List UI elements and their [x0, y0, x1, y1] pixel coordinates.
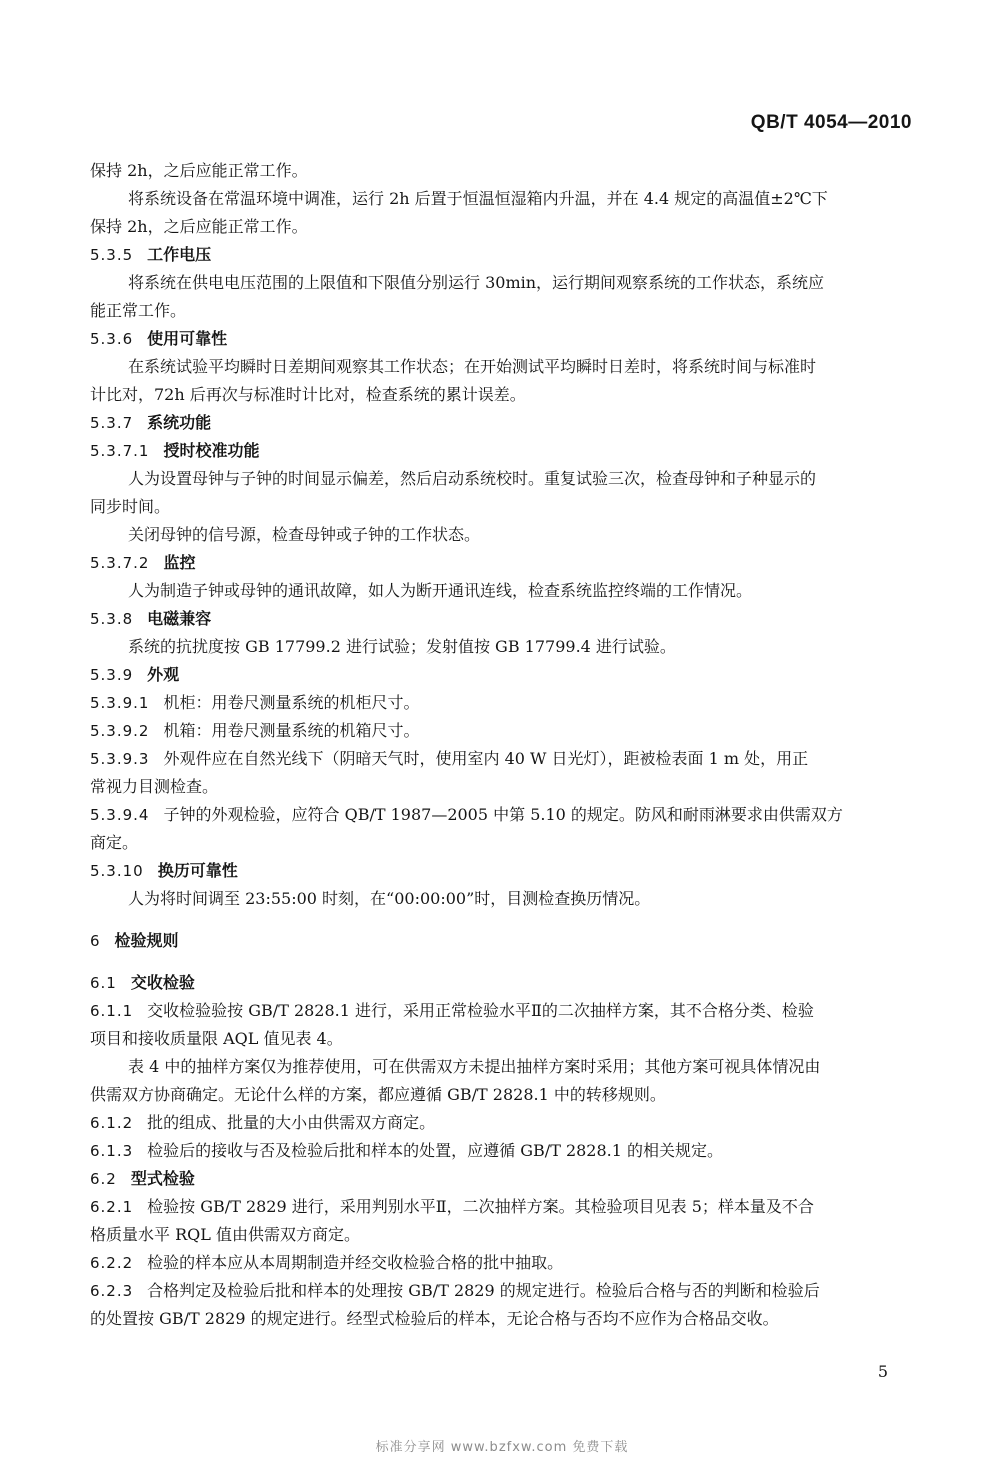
section-title: 监控: [163, 553, 196, 572]
clause-number: 6.2.2: [90, 1254, 134, 1272]
numbered-clause: [90, 1249, 916, 1277]
section-title: 授时校准功能: [163, 441, 260, 460]
clause-text: 交收检验验按 GB/T 2828.1 进行，采用正常检验水平Ⅱ的二次抽样方案，其不合格分类、检验: [147, 1001, 814, 1020]
paragraph-line: 将系统设备在常温环境中调准，运行 2h 后置于恒温恒湿箱内升温，并在 4.4 规定的高温值±2℃下: [128, 189, 828, 208]
section-heading: [90, 605, 916, 633]
clause-text: 检验按 GB/T 2829 进行，采用判别水平Ⅱ，二次抽样方案。其检验项目见表 5；样本量及不合: [147, 1197, 814, 1216]
paragraph-line: 保持 2h，之后应能正常工作。: [90, 217, 308, 236]
paragraph-line: 常视力目测检查。: [90, 777, 219, 796]
section-heading: [90, 969, 916, 997]
clause-number: 5.3.8: [90, 610, 134, 628]
section-heading: [90, 437, 916, 465]
clause-text: 外观件应在自然光线下（阴暗天气时，使用室内 40 W 日光灯），距被检表面 1 m 处，用正: [163, 749, 809, 768]
paragraph-line: 保持 2h，之后应能正常工作。: [90, 161, 308, 180]
section-title: 换历可靠性: [157, 861, 238, 880]
clause-number: 5.3.9: [90, 666, 134, 684]
paragraph-line: 人为将时间调至 23:55:00 时刻，在“00:00:00”时，目测检查换历情况。: [128, 889, 651, 908]
section-heading: [90, 409, 916, 437]
paragraph-line: 表 4 中的抽样方案仅为推荐使用，可在供需双方未提出抽样方案时采用；其他方案可视具体情况由: [128, 1057, 821, 1076]
numbered-clause: [90, 689, 916, 717]
clause-number: 5.3.9.4: [90, 806, 150, 824]
paragraph-line: 关闭母钟的信号源，检查母钟或子钟的工作状态。: [128, 525, 481, 544]
numbered-clause: [90, 745, 916, 773]
paragraph-line: 能正常工作。: [90, 301, 187, 320]
paragraph-line: 在系统试验平均瞬时日差期间观察其工作状态；在开始测试平均瞬时日差时，将系统时间与标准时: [128, 357, 817, 376]
clause-number: 6: [90, 932, 101, 950]
clause-number: 5.3.9.2: [90, 722, 150, 740]
clause-number: 5.3.9.1: [90, 694, 150, 712]
document-body: [90, 157, 916, 1333]
section-title: 型式检验: [130, 1169, 195, 1188]
clause-number: 5.3.7.2: [90, 554, 150, 572]
document-code-header: QB/T 4054—2010: [750, 112, 912, 133]
section-heading: [90, 549, 916, 577]
clause-text: 子钟的外观检验，应符合 QB/T 1987—2005 中第 5.10 的规定。防风和耐雨淋要求由供需双方: [163, 805, 843, 824]
clause-number: 6.1: [90, 974, 117, 992]
paragraph-line: 格质量水平 RQL 值由供需双方商定。: [90, 1225, 360, 1244]
numbered-clause: [90, 1193, 916, 1221]
clause-text: 检验的样本应从本周期制造并经交收检验合格的批中抽取。: [147, 1253, 564, 1272]
clause-number: 6.2: [90, 1170, 117, 1188]
section-heading: [90, 1165, 916, 1193]
section-heading: [90, 857, 916, 885]
clause-text: 机柜：用卷尺测量系统的机柜尺寸。: [163, 693, 420, 712]
paragraph-line: 同步时间。: [90, 497, 171, 516]
clause-text: 批的组成、批量的大小由供需双方商定。: [147, 1113, 436, 1132]
section-title: 系统功能: [147, 413, 212, 432]
clause-number: 5.3.6: [90, 330, 134, 348]
clause-number: 5.3.7.1: [90, 442, 150, 460]
clause-number: 6.2.3: [90, 1282, 134, 1300]
clause-number: 5.3.9.3: [90, 750, 150, 768]
numbered-clause: [90, 997, 916, 1025]
section-heading: [90, 927, 916, 955]
paragraph-line: 人为制造子钟或母钟的通讯故障，如人为断开通讯连线，检查系统监控终端的工作情况。: [128, 581, 753, 600]
section-title: 电磁兼容: [147, 609, 212, 628]
clause-text: 机箱：用卷尺测量系统的机箱尺寸。: [163, 721, 420, 740]
clause-number: 6.1.1: [90, 1002, 134, 1020]
section-heading: [90, 325, 916, 353]
page-number: 5: [877, 1362, 888, 1381]
section-title: 使用可靠性: [147, 329, 228, 348]
section-title: 交收检验: [130, 973, 195, 992]
clause-text: 合格判定及检验后批和样本的处理按 GB/T 2829 的规定进行。检验后合格与否的判断和检验后: [147, 1281, 820, 1300]
paragraph-line: 计比对，72h 后再次与标准时计比对，检查系统的累计误差。: [90, 385, 526, 404]
section-title: 检验规则: [114, 931, 179, 950]
clause-text: 检验后的接收与否及检验后批和样本的处置，应遵循 GB/T 2828.1 的相关规定。: [147, 1141, 724, 1160]
clause-number: 6.1.3: [90, 1142, 134, 1160]
section-heading: [90, 241, 916, 269]
paragraph-line: 的处置按 GB/T 2829 的规定进行。经型式检验后的样本，无论合格与否均不应作为合格品交收。: [90, 1309, 779, 1328]
paragraph-line: 供需双方协商确定。无论什么样的方案，都应遵循 GB/T 2828.1 中的转移规则。: [90, 1085, 666, 1104]
numbered-clause: [90, 717, 916, 745]
numbered-clause: [90, 1277, 916, 1305]
paragraph-line: 人为设置母钟与子钟的时间显示偏差，然后启动系统校时。重复试验三次，检查母钟和子种显示的: [128, 469, 817, 488]
paragraph-line: 系统的抗扰度按 GB 17799.2 进行试验；发射值按 GB 17799.4 进行试验。: [128, 637, 676, 656]
paragraph-line: 商定。: [90, 833, 139, 852]
clause-number: 5.3.10: [90, 862, 144, 880]
watermark-footer: 标准分享网 www.bzfxw.com 免费下载: [375, 1440, 629, 1455]
paragraph-line: 将系统在供电电压范围的上限值和下限值分别运行 30min，运行期间观察系统的工作状态，系统应: [128, 273, 825, 292]
section-title: 工作电压: [147, 245, 212, 264]
clause-number: 6.2.1: [90, 1198, 134, 1216]
section-heading: [90, 661, 916, 689]
numbered-clause: [90, 801, 916, 829]
paragraph-line: 项目和接收质量限 AQL 值见表 4。: [90, 1029, 343, 1048]
clause-number: 6.1.2: [90, 1114, 134, 1132]
section-title: 外观: [147, 665, 180, 684]
clause-number: 5.3.7: [90, 414, 134, 432]
numbered-clause: [90, 1137, 916, 1165]
clause-number: 5.3.5: [90, 246, 134, 264]
numbered-clause: [90, 1109, 916, 1137]
